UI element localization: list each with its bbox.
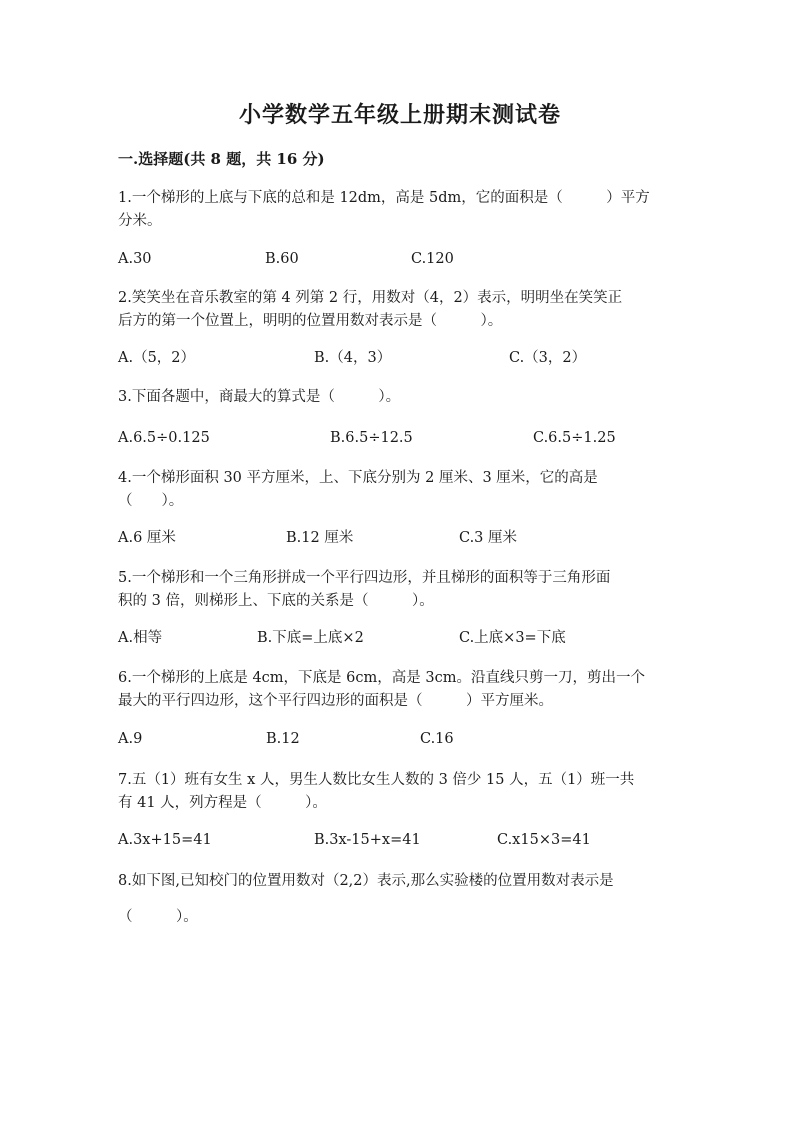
question-4-option-a: A.6 厘米 [118, 530, 176, 546]
question-2-option-a: A.（5，2） [118, 350, 196, 366]
question-1-option-b: B.60 [265, 251, 299, 267]
question-3-line-1: 3.下面各题中，商最大的算式是（ ）。 [118, 389, 401, 405]
question-7-option-c: C.x15×3=41 [497, 832, 591, 848]
question-2-line-2: 后方的第一个位置上，明明的位置用数对表示是（ ）。 [118, 313, 503, 329]
question-6-line-1: 6.一个梯形的上底是 4cm，下底是 6cm，高是 3cm。沿直线只剪一刀，剪出一个 [118, 670, 645, 686]
question-4-line-1: 4.一个梯形面积 30 平方厘米，上、下底分别为 2 厘米、3 厘米，它的高是 [118, 470, 598, 486]
question-1-option-a: A.30 [118, 251, 152, 267]
question-5-line-1: 5.一个梯形和一个三角形拼成一个平行四边形，并且梯形的面积等于三角形面 [118, 570, 611, 586]
question-3-option-a: A.6.5÷0.125 [118, 430, 210, 446]
question-8-line-2: （ ）。 [118, 909, 198, 925]
question-6-option-b: B.12 [266, 731, 300, 747]
question-4-option-b: B.12 厘米 [286, 530, 354, 546]
question-4-line-2: （ ）。 [118, 493, 184, 509]
question-7-option-a: A.3x+15=41 [118, 832, 212, 848]
page-title: 小学数学五年级上册期末测试卷 [238, 102, 561, 128]
question-4-option-c: C.3 厘米 [459, 530, 518, 546]
question-6-option-a: A.9 [118, 731, 143, 747]
question-1-option-c: C.120 [411, 251, 454, 267]
section-heading: 一.选择题(共 8 题，共 16 分) [118, 150, 325, 168]
question-3-option-c: C.6.5÷1.25 [533, 430, 616, 446]
question-5-line-2: 积的 3 倍，则梯形上、下底的关系是（ ）。 [118, 593, 434, 609]
question-2-option-b: B.（4，3） [314, 350, 392, 366]
question-2-option-c: C.（3，2） [509, 350, 587, 366]
question-1-line-2: 分米。 [118, 213, 162, 229]
question-8-line-1: 8.如下图,已知校门的位置用数对（2,2）表示,那么实验楼的位置用数对表示是 [118, 873, 614, 889]
question-5-option-b: B.下底=上底×2 [257, 630, 364, 646]
question-3-option-b: B.6.5÷12.5 [330, 430, 413, 446]
question-2-line-1: 2.笑笑坐在音乐教室的第 4 列第 2 行，用数对（4，2）表示，明明坐在笑笑正 [118, 290, 623, 306]
question-7-option-b: B.3x-15+x=41 [314, 832, 421, 848]
question-5-option-c: C.上底×3=下底 [459, 630, 566, 646]
question-5-option-a: A.相等 [118, 630, 163, 646]
question-6-option-c: C.16 [420, 731, 454, 747]
question-6-line-2: 最大的平行四边形，这个平行四边形的面积是（ ）平方厘米。 [118, 693, 553, 709]
question-7-line-1: 7.五（1）班有女生 x 人，男生人数比女生人数的 3 倍少 15 人，五（1）班一共 [118, 772, 635, 788]
question-7-line-2: 有 41 人，列方程是（ ）。 [118, 795, 327, 811]
question-1-line-1: 1.一个梯形的上底与下底的总和是 12dm，高是 5dm，它的面积是（ ）平方 [118, 190, 650, 206]
